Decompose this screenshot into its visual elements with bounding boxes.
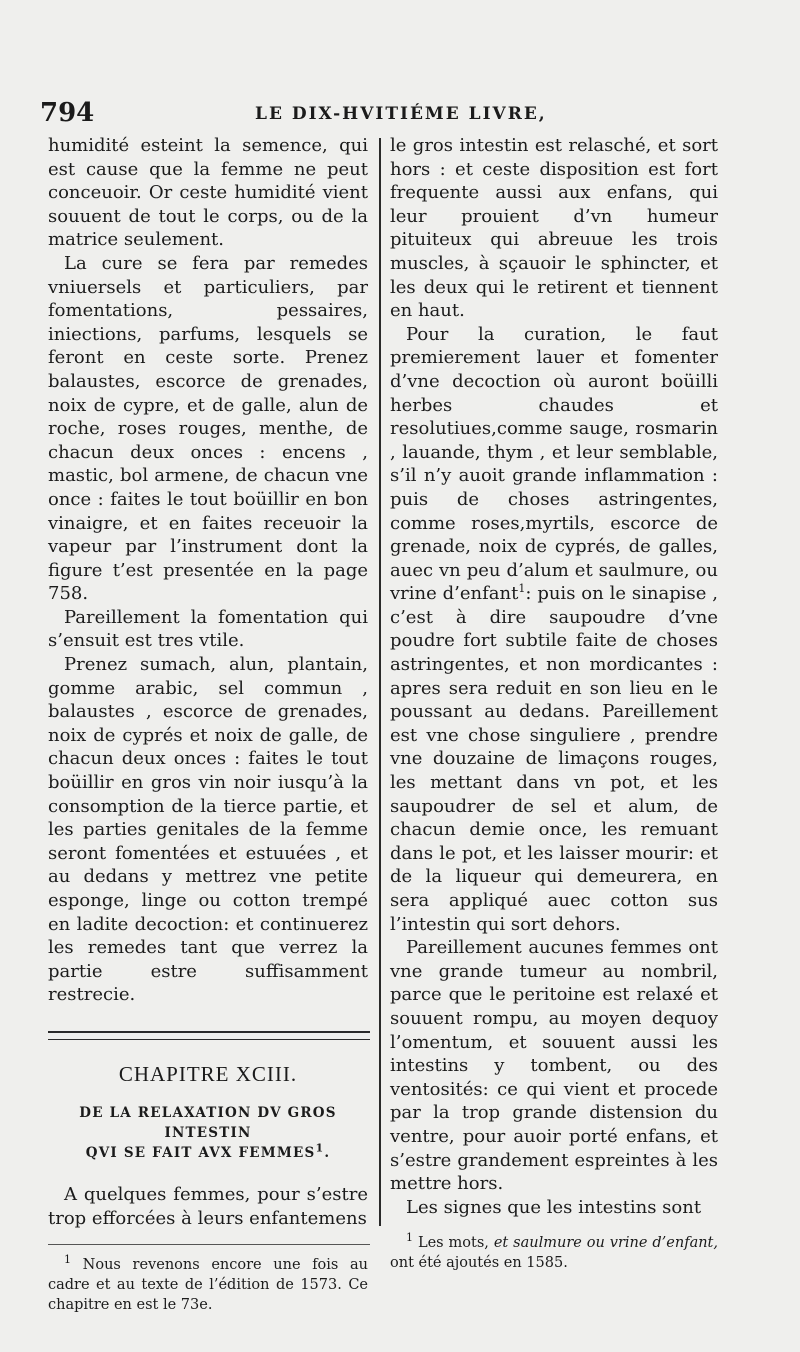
- running-head: [40, 98, 770, 130]
- paragraph: A quelques femmes, pour s’estre trop efforcées à leurs enfantemens: [48, 1183, 368, 1229]
- footnote-marker: 1: [406, 1231, 413, 1245]
- chapter-subtitle: [48, 1103, 368, 1163]
- footnote-rule: [48, 1244, 370, 1245]
- paragraph: Les signes que les intestins sont: [406, 1196, 702, 1218]
- running-title: LE DIX-HVITIÉME LIVRE,: [255, 104, 547, 124]
- paragraph: Prenez sumach, alun, plantain, gomme arabic, sel commun , balaustes , escorce de grenades, noix de cyprés et noix de galle, de chacun deux onces : faites le tout boüillir en gros vin noir iusqu’à la consomption de la tierce partie, et les parties genitales de la femme seront fomentées et estuuées , et au dedans y mettrez vne petite esponge, linge ou cotton trempé en ladite decoction: et continuerez les remedes tant que verrez la partie estre suffisamment restrecie.: [48, 654, 368, 1006]
- chapter-title: CHAPITRE XCIII.: [118, 1061, 298, 1086]
- chapter-separator-rule: [48, 1031, 370, 1040]
- paragraph: humidité esteint la semence, qui est cause que la femme ne peut conceuoir. Or ceste humidité vient souuent de tout le corps, ou de la matrice seulement.: [48, 135, 368, 251]
- footnote-marker: 1: [315, 1141, 325, 1155]
- paragraph-text: : puis on le sinapise , c’est à dire saupoudre d’vne poudre fort subtile faite de choses astringentes, et non mordicantes : apres sera reduit en son lieu en le poussant au dedans. Pareillement est vne chose singuliere , prendre vne douzaine de limaçons rouges, les mettant dans vn pot, et les saupoudrer de sel et alum, de chacun demie once, les remuant dans le pot, et les laisser mourir: et de la liqueur qui demeurera, en sera appliqué auec cotton sus l’intestin qui sort dehors.: [390, 583, 718, 935]
- paragraph-text: Pour la curation, le faut premierement lauer et fomenter d’vne decoction où auront boüilli herbes chaudes et resolutiues,comme sauge, rosmarin , lauande, thym , et leur semblable, s’il n’y auoit grande inflammation : puis de choses astringentes, comme roses,myrtils, escorce de grenade, noix de cyprés, de galles, auec vn peu d’alum et saulmure, ou vrine d’enfant: [390, 323, 718, 605]
- footnote-text: Les mots,: [417, 1235, 489, 1252]
- chapter-subtitle-line-2: QVI SE FAIT AVX FEMMES: [85, 1144, 316, 1161]
- footnote-italic-text: et saulmure ou vrine d’enfant,: [493, 1235, 718, 1252]
- footnote-text: ont été ajoutés en 1585.: [390, 1255, 568, 1272]
- paragraph: Pareillement aucunes femmes ont vne grande tumeur au nombril, parce que le peritoine est relaxé et souuent rompu, au moyen dequoy l’omentum, et souuent aussi les intestins y tombent, ou des ventosités: ce qui vient et procede par la trop grande distension du ventre, pour auoir porté enfans, et s’estre grandement espreintes à les mettre hors.: [390, 937, 718, 1195]
- footnote-marker: 1: [64, 1253, 71, 1267]
- footnote-text: Nous revenons encore une fois au cadre et au texte de l’édition de 1573. Ce chapitre en est le 73e.: [48, 1257, 369, 1314]
- footnote: [390, 1233, 718, 1273]
- column-divider: [379, 138, 381, 1226]
- footnote-marker: 1: [518, 582, 526, 596]
- page-number: 794: [40, 98, 95, 128]
- chapter-subtitle-line-1: DE LA RELAXATION DV GROS INTESTIN: [79, 1104, 337, 1141]
- paragraph: le gros intestin est relasché, et sort hors : et ceste disposition est fort frequente aussi aux enfans, qui leur prouient d’vn humeur pituiteux qui abreuue les trois muscles, à sçauoir le sphincter, et les deux qui le retirent et tiennent en haut.: [390, 135, 718, 322]
- paragraph: [390, 323, 718, 936]
- right-column: [390, 134, 718, 1273]
- paragraph: Pareillement la fomentation qui s’ensuit est tres vtile.: [48, 606, 368, 652]
- chapter-subtitle-end: .: [324, 1144, 331, 1161]
- paragraph: La cure se fera par remedes vniuersels et particuliers, par fomentations, pessaires, iniections, parfums, lesquels se feront en ceste sorte. Prenez balaustes, escorce de grenades, noix de cypre, et de galle, alun de roche, roses rouges, menthe, de chacun deux onces : encens , mastic, bol armene, de chacun vne once : faites le tout boüillir en bon vinaigre, et en faites receuoir la vapeur par l’instrument dont la figure t’est presentée en la page 758.: [48, 252, 368, 605]
- footnote: [48, 1255, 368, 1315]
- left-column: [48, 134, 368, 1315]
